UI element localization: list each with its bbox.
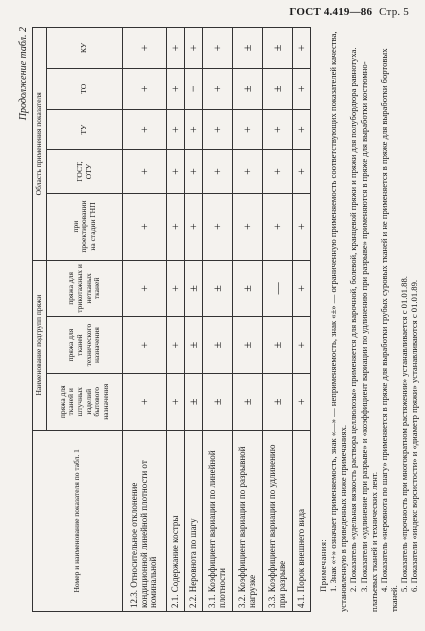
note-item: 6. Показатели «индекс ворсистости» и «диаметр пряжи» устанавливаются с 01.01.89.	[409, 279, 420, 592]
applicability-cell: +	[123, 109, 167, 150]
applicability-cell: +	[263, 193, 293, 260]
table-row	[167, 28, 185, 612]
applicability-cell: —	[263, 260, 293, 317]
applicability-cell: ±	[185, 260, 203, 317]
applicability-cell: +	[293, 260, 311, 317]
applicability-cell: +	[185, 150, 203, 193]
applicability-cell: +	[123, 28, 167, 69]
applicability-cell: +	[123, 260, 167, 317]
applicability-cell: ±	[263, 373, 293, 430]
row-label: 4.1. Порок внешнего вида	[293, 430, 311, 611]
column-header: ТО	[47, 68, 123, 109]
table-row	[185, 28, 203, 612]
column-header: пряжа для тканей и штучных изделий бытового назначения	[47, 373, 123, 430]
applicability-cell: ±	[233, 260, 263, 317]
note-item: 1. Знак «+» означает применяемость, знак «—» — неприменяемость, знак «±» — ограниченную применяемость соответствующих показателей качества, установленную в приведенных ниже примечаниях.	[328, 31, 349, 612]
applicability-cell: +	[203, 150, 233, 193]
table-row	[233, 28, 263, 612]
applicability-cell: ±	[185, 317, 203, 374]
applicability-cell: ±	[203, 260, 233, 317]
applicability-cell: +	[263, 150, 293, 193]
applicability-cell: +	[203, 68, 233, 109]
applicability-cell: +	[167, 260, 185, 317]
applicability-cell: ±	[233, 317, 263, 374]
rotated-page-content	[18, 27, 420, 612]
applicability-cell: +	[167, 317, 185, 374]
note-item: 5. Показатель «прочность при многократном растяжении» устанавливается с 01.01.88.	[399, 276, 410, 592]
applicability-cell: +	[293, 28, 311, 69]
applicability-cell: +	[293, 317, 311, 374]
applicability-cell: ±	[233, 28, 263, 69]
applicability-cell: +	[123, 317, 167, 374]
applicability-cell: +	[293, 193, 311, 260]
applicability-cell: +	[123, 68, 167, 109]
table-row	[293, 28, 311, 612]
applicability-cell: +	[233, 193, 263, 260]
row-label: 12.3. Относительное отклонение кондиционной линейной плотности от номинальной	[123, 430, 167, 611]
applicability-cell: +	[123, 193, 167, 260]
applicability-cell: +	[123, 373, 167, 430]
table-row	[203, 28, 233, 612]
applicability-cell: +	[167, 28, 185, 69]
applicability-cell: ±	[263, 28, 293, 69]
applicability-cell: +	[263, 109, 293, 150]
applicability-cell: +	[293, 109, 311, 150]
applicability-cell: +	[167, 68, 185, 109]
column-header: при проектировании на стадии ГНП	[47, 193, 123, 260]
applicability-cell: +	[167, 150, 185, 193]
applicability-cell: ±	[185, 373, 203, 430]
applicability-cell: +	[293, 373, 311, 430]
applicability-cell: +	[185, 109, 203, 150]
row-label: 2.1. Содержание костры	[167, 430, 185, 611]
applicability-cell: −	[185, 68, 203, 109]
applicability-cell: +	[203, 109, 233, 150]
standard-number: ГОСТ 4.419—86	[289, 6, 373, 18]
row-label: 3.2. Коэффициент вариации по разрывной нагрузке	[233, 430, 263, 611]
applicability-cell: ±	[233, 68, 263, 109]
applicability-cell: +	[167, 109, 185, 150]
applicability-cell: +	[233, 109, 263, 150]
column-header: ТУ	[47, 109, 123, 150]
group-header-area: Область применения показателя	[33, 28, 47, 261]
group-header-yarn: Наименование подгрупп пряжи	[33, 260, 47, 430]
page-header	[289, 6, 409, 18]
applicability-cell: ±	[263, 317, 293, 374]
applicability-cell: +	[293, 150, 311, 193]
applicability-cell: +	[233, 150, 263, 193]
column-header-name: Номер и наименование показателя по табл. 1	[33, 430, 123, 611]
applicability-cell: ±	[203, 317, 233, 374]
applicability-cell: +	[185, 28, 203, 69]
notes-section	[318, 27, 419, 612]
column-header: ГОСТ, ОТУ	[47, 150, 123, 193]
indicators-table	[32, 27, 311, 612]
page-number: Стр. 5	[379, 6, 409, 18]
row-label: 3.3. Коэффициент вариации по удлинению при разрыве	[263, 430, 293, 611]
table-continuation-label: Продолжение табл. 2	[18, 27, 29, 121]
applicability-cell: ±	[233, 373, 263, 430]
applicability-cell: +	[123, 150, 167, 193]
note-item: 3. Показатели «удлинение при разрыве» и «коэффициент вариации по удлинению при разрыве» применяются в пряже для выработки костюмно-платьевых тканей и технических лент.	[358, 61, 379, 612]
applicability-cell: +	[167, 193, 185, 260]
applicability-cell: +	[167, 373, 185, 430]
column-header: пряжа для трикотажных и нетканых тканей	[47, 260, 123, 317]
applicability-cell: +	[185, 193, 203, 260]
note-item: 2. Показатель «удельная вязкость раствора целлюлозы» применяется для варочной, болевой, кранцевой пряжи и пряжи для полубордюра равнотуха.	[348, 47, 359, 592]
notes-title: Примечания:	[318, 538, 328, 592]
row-label: 2.2. Неровнота по шагу	[185, 430, 203, 611]
applicability-cell: ±	[203, 373, 233, 430]
applicability-cell: +	[203, 193, 233, 260]
applicability-cell: ±	[263, 68, 293, 109]
table-row	[263, 28, 293, 612]
row-label: 3.1. Коэффициент вариации по линейной плотности	[203, 430, 233, 611]
note-item: 4. Показатель «неровнота по шагу» применяется в пряже для выработки грубых суровых тканей и не применяется в пряже для выработки бортовых тканей.	[378, 48, 399, 612]
column-header: пряжа для тканей технического назначения	[47, 317, 123, 374]
applicability-cell: +	[293, 68, 311, 109]
column-header: КУ	[47, 28, 123, 69]
applicability-cell: +	[203, 28, 233, 69]
table-row	[123, 28, 167, 612]
